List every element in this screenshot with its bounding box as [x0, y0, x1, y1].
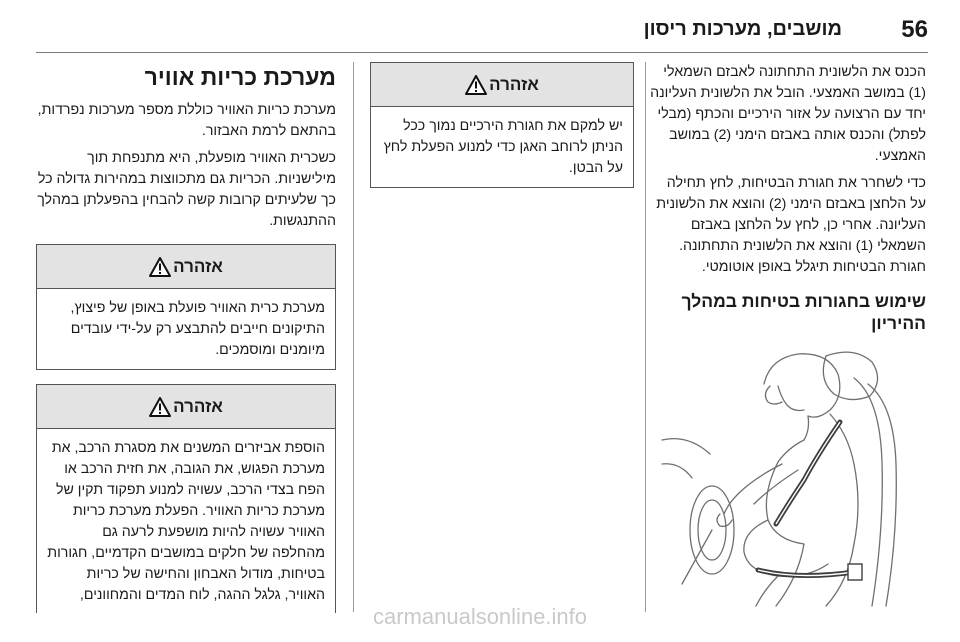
- warning-header: [37, 385, 335, 429]
- warning-text: מערכת כרית האוויר פועלת באופן של פיצוץ, התיקונים חייבים להתבצע רק על-ידי עובדים מיומנים ומוסמכים.: [70, 300, 325, 358]
- warning-header: [371, 63, 633, 107]
- warning-text: יש למקם את חגורת הירכיים נמוך ככל הניתן לרוחב האגן כדי למנוע הפעלת לחץ על הבטן.: [383, 118, 623, 176]
- warning-triangle-icon: [465, 75, 487, 95]
- paragraph: מערכת כריות האוויר כוללת מספר מערכות נפרדות, בהתאם לרמת האבזור.: [37, 102, 336, 139]
- warning-title: אזהרה: [173, 256, 223, 276]
- pregnant-seatbelt-drawing: [658, 344, 926, 614]
- right-column: [650, 62, 926, 614]
- column-divider: [645, 62, 646, 612]
- paragraph: כשכרית האוויר מופעלת, היא מתנפחת תוך מילישניות. הכריות גם מתכווצות במהירות גדולה כל כך שלעיתים קרובות קשה להבחין בהפעלתן במהלך ההתנגשות.: [37, 150, 336, 229]
- warning-text: הוספת אביזרים המשנים את מסגרת הרכב, את מערכת הפגוש, את הגובה, את חזית הרכב או הפח בצדי הרכב, עשויה למנוע תפקוד תקין של מערכת כריות האוויר. הפעלת מערכת כריות האוויר עשויה להיות מושפעת לרעה גם מהחלפה של חלקים במושבים הקדמיים, חגורות בטיחות, מודול האבחון והחישה של כריות האוויר, גלגל ההגה, לוח המדים והמחוונים,: [47, 440, 325, 603]
- watermark: carmanualsonline.info: [372, 604, 588, 629]
- page-header: [0, 0, 960, 58]
- middle-column: [370, 62, 634, 202]
- running-title: מושבים, מערכות ריסון: [643, 18, 842, 40]
- paragraph: כדי לשחרר את חגורת הבטיחות, לחץ תחילה על הלחצן באבזם הימני (2) והוצא את הלשונית העליונה. אחרי כן, לחץ על הלחצן באבזם השמאלי (1) והוצא את הלשונית התחתונה. חגורת הבטיחות תיגלל באופן אוטומטי.: [656, 175, 926, 275]
- paragraph: הכנס את הלשונית התחתונה לאבזם השמאלי (1) במושב האמצעי. הובל את הלשונית העליונה יחד עם הרצועה על אזור הירכיים והכתף (מבלי לפתל) והכנס אותה באבזם הימני (2) במושב האמצעי.: [650, 64, 926, 164]
- pregnant-seatbelt-illustration: [658, 344, 926, 614]
- column-title: מערכת כריות אוויר: [144, 64, 336, 90]
- warning-triangle-icon: [149, 257, 171, 277]
- left-column: [36, 62, 336, 613]
- header-rule: [36, 52, 928, 53]
- warning-box: [36, 384, 336, 613]
- column-divider: [353, 62, 354, 612]
- page-number: 56: [901, 16, 928, 43]
- warning-triangle-icon: [149, 397, 171, 417]
- warning-box: [36, 244, 336, 370]
- warning-title: אזהרה: [489, 74, 539, 94]
- warning-box: [370, 62, 634, 188]
- section-heading: שימוש בחגורות בטיחות במהלך ההיריון: [681, 291, 926, 333]
- warning-header: [37, 245, 335, 289]
- warning-title: אזהרה: [173, 396, 223, 416]
